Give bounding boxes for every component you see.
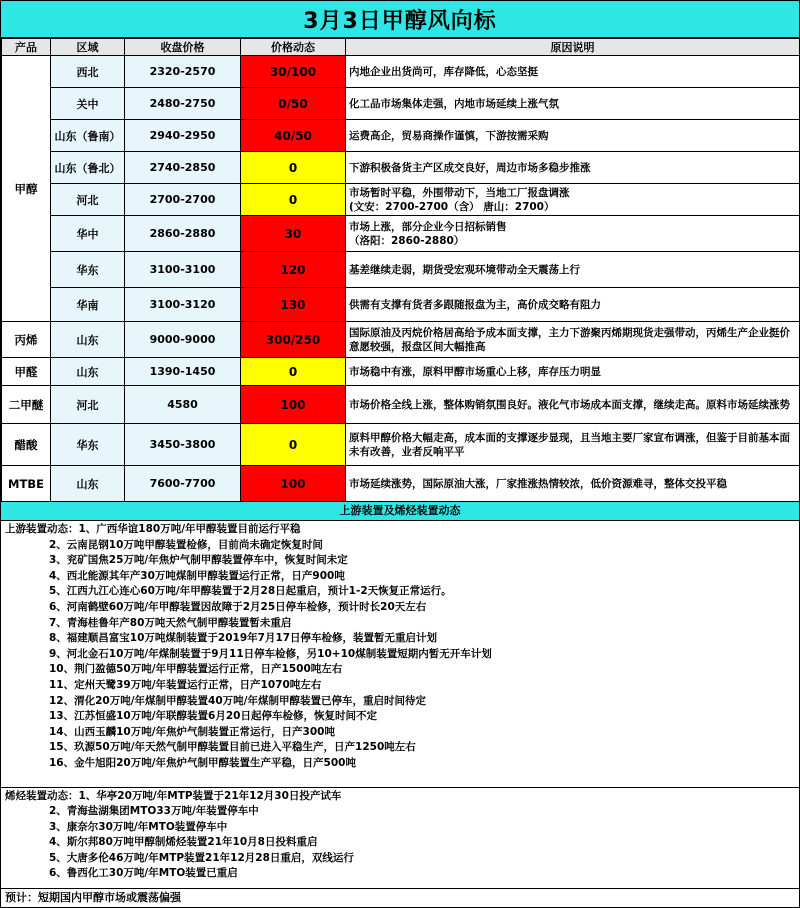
upstream-item: 上游装置动态：1、广西华谊180万吨/年甲醇装置目前运行平稳 (5, 523, 301, 535)
reason-cell (346, 386, 800, 424)
price-cell: 2740-2850 (125, 152, 241, 184)
price-cell: 4580 (125, 386, 241, 424)
reason-cell (346, 288, 800, 322)
reason-cell (346, 424, 800, 466)
section-title: 上游装置及烯烃装置动态 (1, 502, 799, 521)
region-cell: 山东（鲁北） (51, 152, 125, 184)
product-cell: 二甲醚 (2, 386, 51, 424)
olefin-list (5, 789, 795, 883)
olefin-item: 2、青海盐湖集团MTO33万吨/年装置停车中 (49, 805, 259, 818)
forecast: 预计：短期国内甲醇市场或震荡偏强 (1, 888, 799, 907)
region-cell: 山东 (51, 466, 125, 502)
product-cell: 丙烯 (2, 322, 51, 358)
region-cell: 山东 (51, 358, 125, 386)
reason-cell (346, 152, 800, 184)
price-cell: 2700-2700 (125, 184, 241, 216)
price-cell: 9000-9000 (125, 322, 241, 358)
header-product: 产品 (2, 39, 51, 56)
price-cell: 3100-3100 (125, 252, 241, 288)
reason-line: 国际原油及丙烷价格居高给予成本面支撑，主力下游聚丙烯期现货走强带动，丙烯生产企业挺价意愿较强，报盘区间大幅推高 (349, 326, 790, 353)
upstream-item: 12、渭化20万吨/年煤制甲醇装置40万吨/年煤制甲醇装置已停车，重启时间待定 (49, 694, 427, 707)
header-region: 区域 (51, 39, 125, 56)
upstream-item: 11、定州天鹭39万吨/年装置运行正常，日产1070吨左右 (49, 678, 322, 691)
reason-cell (346, 120, 800, 152)
trend-cell: 0/50 (241, 88, 346, 120)
reason-cell (346, 252, 800, 288)
reason-line: 运费高企，贸易商操作谨慎，下游按需采购 (349, 129, 549, 142)
region-cell: 华东 (51, 424, 125, 466)
header-trend: 价格动态 (241, 39, 346, 56)
page-title: 3月3日甲醇风向标 (1, 1, 799, 38)
region-cell: 西北 (51, 56, 125, 88)
reason-line: 市场上涨，部分企业今日招标销售 (349, 220, 507, 233)
product-cell: 醋酸 (2, 424, 51, 466)
reason-cell (346, 88, 800, 120)
upstream-item: 7、青海桂鲁年产80万吨天然气制甲醇装置暂未重启 (49, 616, 292, 629)
trend-cell: 0 (241, 358, 346, 386)
region-cell: 华南 (51, 288, 125, 322)
table-row (2, 184, 800, 216)
table-row (2, 466, 800, 502)
price-cell: 3450-3800 (125, 424, 241, 466)
table-row (2, 322, 800, 358)
table-row (2, 88, 800, 120)
olefin-item: 5、大唐多伦46万吨/年MTP装置21年12月28日重启，双线运行 (49, 851, 354, 864)
price-cell: 2480-2750 (125, 88, 241, 120)
trend-cell: 0 (241, 184, 346, 216)
upstream-item: 8、福建顺昌富宝10万吨煤制装置于2019年7月17日停车检修，装置暂无重启计划 (49, 632, 438, 645)
table-row (2, 120, 800, 152)
trend-cell: 30 (241, 216, 346, 252)
table-body (2, 56, 800, 502)
reason-cell (346, 466, 800, 502)
reason-cell (346, 184, 800, 216)
olefin-item: 烯烃装置动态：1、华亭20万吨/年MTP装置于21年12月30日投产试车 (5, 789, 342, 802)
price-table (1, 38, 800, 502)
table-row (2, 252, 800, 288)
region-cell: 山东（鲁南） (51, 120, 125, 152)
table-row (2, 152, 800, 184)
region-cell: 河北 (51, 386, 125, 424)
trend-cell: 100 (241, 386, 346, 424)
price-cell: 3100-3120 (125, 288, 241, 322)
trend-cell: 30/100 (241, 56, 346, 88)
reason-cell (346, 56, 800, 88)
region-cell: 河北 (51, 184, 125, 216)
region-cell: 关中 (51, 88, 125, 120)
upstream-block (1, 521, 799, 773)
reason-line: 化工品市场集体走强，内地市场延续上涨气氛 (349, 97, 559, 110)
upstream-item: 10、荆门盈德50万吨/年甲醇装置运行正常，日产1500吨左右 (49, 663, 343, 676)
olefin-item: 4、斯尔邦80万吨甲醇制烯烃装置21年10月8日投料重启 (49, 836, 318, 849)
table-row (2, 56, 800, 88)
reason-line: 基差继续走弱，期货受宏观环境带动全天震荡上行 (349, 263, 580, 276)
table-row (2, 216, 800, 252)
trend-cell: 0 (241, 424, 346, 466)
upstream-item: 4、西北能源其年产30万吨煤制甲醇装置运行正常，日产900吨 (49, 569, 345, 582)
price-cell: 2860-2880 (125, 216, 241, 252)
reason-line: 下游积极备货主产区成交良好，周边市场多稳步推涨 (349, 161, 591, 174)
price-cell: 7600-7700 (125, 466, 241, 502)
reason-line: 市场延续涨势，国际原油大涨，厂家推涨热情较浓，低价资源难寻，整体交投平稳 (349, 477, 727, 490)
upstream-item: 15、玖源50万吨/年天然气制甲醇装置目前已进入平稳生产，日产1250吨左右 (49, 741, 416, 754)
reason-line: 供需有支撑有货者多跟随报盘为主，高价成交略有阻力 (349, 298, 601, 311)
upstream-item: 2、云南昆钢10万吨甲醇装置检修，目前尚未确定恢复时间 (49, 538, 323, 551)
table-row (2, 386, 800, 424)
product-cell: 甲醛 (2, 358, 51, 386)
region-cell: 华东 (51, 252, 125, 288)
reason-cell (346, 358, 800, 386)
product-cell: 甲醇 (2, 56, 51, 322)
upstream-item: 14、山西玉麟10万吨/年焦炉气制装置正常运行，日产300吨 (49, 725, 335, 738)
upstream-item: 9、河北金石10万吨/年煤制装置于9月11日停车检修，另10+10煤制装置短期内暂无开车计划 (49, 647, 492, 660)
trend-cell: 130 (241, 288, 346, 322)
region-cell: 山东 (51, 322, 125, 358)
table-row (2, 424, 800, 466)
table-row (2, 288, 800, 322)
region-cell: 华中 (51, 216, 125, 252)
reason-line: 市场价格全线上涨，整体购销氛围良好。液化气市场成本面支撑，继续走高。原料市场延续涨势 (349, 398, 790, 411)
header-price: 收盘价格 (125, 39, 241, 56)
upstream-item: 5、江西九江心连心60万吨/年甲醇装置于2月28日起重启，预计1-2天恢复正常运行。 (49, 585, 452, 598)
upstream-item: 16、金牛旭阳20万吨/年焦炉气制甲醇装置生产平稳，日产500吨 (49, 756, 356, 769)
upstream-item: 13、江苏恒盛10万吨/年联醇装置6月20日起停车检修，恢复时间不定 (49, 710, 377, 723)
trend-cell: 40/50 (241, 120, 346, 152)
reason-line: 市场稳中有涨，原料甲醇市场重心上移，库存压力明显 (349, 365, 601, 378)
reason-line: （洛阳：2860-2880） (349, 234, 465, 247)
trend-cell: 120 (241, 252, 346, 288)
upstream-item: 6、河南鹤壁60万吨/年甲醇装置因故障于2月25日停车检修，预计时长20天左右 (49, 600, 427, 613)
upstream-item: 3、兖矿国焦25万吨/年焦炉气制甲醇装置停车中，恢复时间未定 (49, 554, 348, 567)
price-cell: 1390-1450 (125, 358, 241, 386)
header-reason: 原因说明 (346, 39, 800, 56)
upstream-list (5, 522, 795, 772)
reason-cell (346, 216, 800, 252)
table-row (2, 358, 800, 386)
table-header-row (2, 39, 800, 56)
reason-line: 内地企业出货尚可，库存降低，心态坚挺 (349, 65, 538, 78)
trend-cell: 0 (241, 152, 346, 184)
price-cell: 2320-2570 (125, 56, 241, 88)
price-cell: 2940-2950 (125, 120, 241, 152)
trend-cell: 300/250 (241, 322, 346, 358)
reason-cell (346, 322, 800, 358)
reason-line: 市场暂时平稳，外围带动下，当地工厂报盘调涨 (349, 186, 570, 199)
olefin-block (1, 787, 799, 884)
reason-line: 原料甲醇价格大幅走高，成本面的支撑逐步显现，且当地主要厂家宣布调涨，但鉴于目前基本面未有改善，业者反响平平 (349, 431, 790, 458)
olefin-item: 3、康奈尔30万吨/年MTO装置停车中 (49, 820, 228, 833)
product-cell: MTBE (2, 466, 51, 502)
trend-cell: 100 (241, 466, 346, 502)
reason-line: (文安：2700-2700（含） 唐山：2700） (349, 200, 555, 213)
olefin-item: 6、鲁西化工30万吨/年MTO装置已重启 (49, 867, 238, 880)
